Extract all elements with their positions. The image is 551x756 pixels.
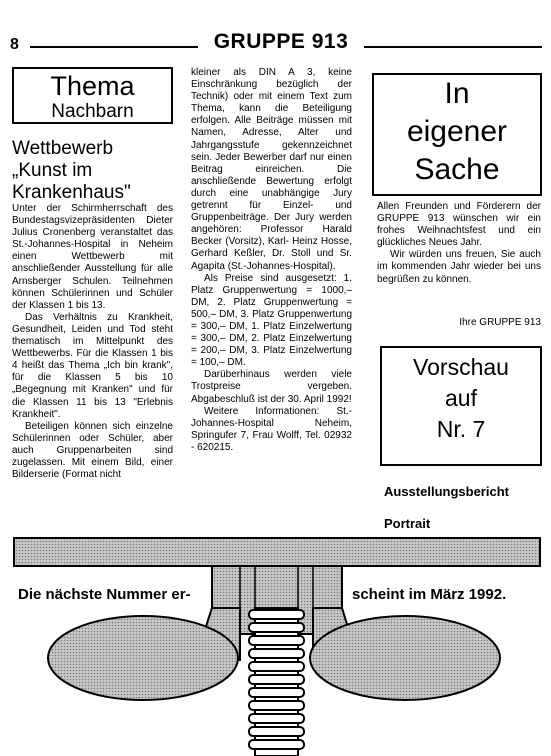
- vorschau-line: Nr. 7: [436, 416, 486, 442]
- headline-line: „Kunst im: [12, 160, 93, 181]
- bolt-illustration: [0, 528, 551, 756]
- washer-right: [310, 616, 500, 700]
- article-column-1: [12, 203, 173, 481]
- eigene-line: Sache: [414, 153, 500, 186]
- vorschau-item: Portrait: [384, 516, 431, 531]
- bolt-head: [14, 538, 540, 566]
- washer-left: [48, 616, 238, 700]
- greeting-paragraph: Wir würden uns freuen, Sie auch im kommenden Jahr wieder bei uns begrüßen zu können.: [377, 249, 541, 285]
- article-paragraph: Weitere Informationen: St.-Johannes-Hospital Neheim, Springufer 7, Frau Wolff, Tel. 02932 - 620215.: [191, 405, 352, 453]
- article-paragraph: Darüberhinaus werden viele Trostpreise vergeben. Abgabeschluß ist der 30. April 1992!: [191, 369, 352, 405]
- vorschau-line: Vorschau: [413, 354, 509, 380]
- masthead-title: GRUPPE 913: [213, 30, 349, 53]
- headline-line: Wettbewerb: [12, 138, 114, 159]
- vorschau-box: [380, 346, 542, 466]
- greeting-paragraph: Allen Freunden und Förderern der GRUPPE 913 wünschen wir ein frohes Weihnachtsfest und ein glückliches Neues Jahr.: [377, 201, 541, 249]
- article-paragraph: Als Preise sind ausgesetzt: 1. Platz Gruppenwertung = 1000,– DM, 2. Platz Gruppenwertung = 500,– DM, 3. Platz Gruppenwertung = 300,– DM, 1. Platz Einzelwertung = 300,– DM, 2. Platz Einzelwertung = 200,– DM, 3. Platz Einzelwertung = 100,– DM.: [191, 272, 352, 369]
- thema-title: Thema: [50, 71, 135, 101]
- thema-box: [12, 67, 173, 124]
- eigene-sache-text: [377, 201, 541, 286]
- masthead-rule-right: [364, 46, 542, 48]
- article-paragraph: Unter der Schirmherrschaft des Bundestagsvizepräsidenten Dieter Julius Cronenberg veranstaltet das St.-Johannes-Hospital in Neheim einen Wettbewerb mit anschließender Ausstellung für alle Arnsberger Schulen. Teilnehmen können Schülerinnen und Schüler der Klassen 1 bis 13.: [12, 203, 173, 311]
- article-headline: [12, 138, 174, 204]
- article-paragraph: Beteiligen können sich einzelne Schülerinnen oder Schüler, aber auch Gruppenarbeiten sind zugelassen. Mit einem Bild, einer Bilderserie (Format nicht: [12, 420, 173, 481]
- masthead-rule-left: [30, 46, 198, 48]
- next-issue-text-left: Die nächste Nummer er-: [18, 586, 191, 603]
- masthead: [8, 30, 544, 60]
- eigene-sache-box: [372, 73, 542, 196]
- bolt-thread: [249, 610, 304, 749]
- vorschau-line: auf: [445, 385, 477, 411]
- thema-subtitle: Nachbarn: [51, 101, 134, 122]
- eigene-line: In: [444, 77, 470, 110]
- page-number: 8: [10, 36, 19, 53]
- article-paragraph: kleiner als DIN A 3, keine Einschränkung bezüglich der Technik) oder mit einem Text zum Thema, kann die Beteiligung erfolgen. Alle Beiträge müssen mit Namen, Adresse, Alter und Jahrgangsstufe gekennzeichnet sein. Jeder Bewerber darf nur einen Beitrag einreichen. Die anschließende Bewertung erfolgt durch eine unabhängige Jury getrennt für Einzel- und Gruppenbeiträge. Der Jury werden angehören: Professor Harald Becker (Vorsitz), Karl- Heinz Hosse, Gerhard Keßler, Dr. Stoll und Sr. Agapita (St.-Johannes-Hospital).: [191, 67, 352, 272]
- eigene-line: eigener: [406, 115, 508, 148]
- vorschau-item: Ausstellungsbericht: [384, 484, 509, 499]
- article-column-2: [191, 67, 352, 454]
- signature: Ihre GRUPPE 913: [459, 317, 541, 328]
- headline-line: Krankenhaus": [12, 182, 131, 203]
- next-issue-text-right: scheint im März 1992.: [352, 586, 507, 603]
- article-paragraph: Das Verhältnis zu Krankheit, Gesundheit, Leiden und Tod steht thematisch im Mittelpunkt des Wettbewerbs. Für die Klassen 1 bis 4 heißt das Thema „Ich bin krank", für die Klassen 5 bis 10 „Begegnung mit Kranken" und für die Klassen 11 bis 13 "Erlebnis Krankheit".: [12, 311, 173, 420]
